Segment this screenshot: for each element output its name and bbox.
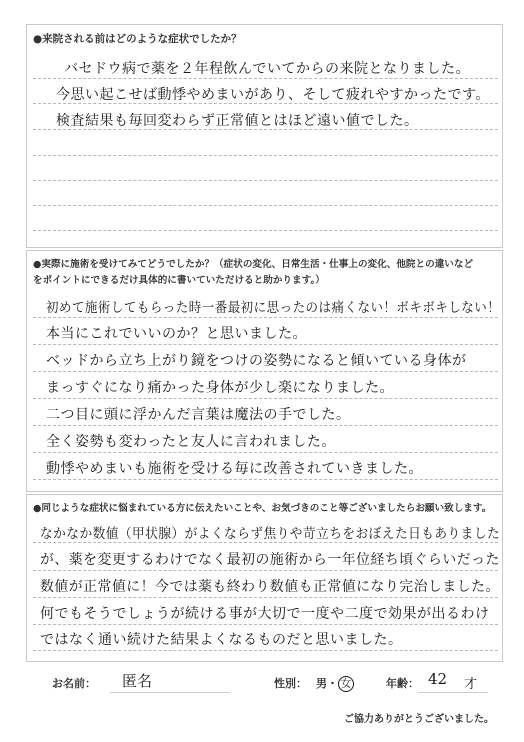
- name-rule: [110, 692, 230, 693]
- name-value: 匿名: [122, 672, 153, 690]
- answer-line: バセドウ病で薬を２年程飲んでいてからの来院となりました。: [64, 61, 470, 77]
- answer-line: 初めて施術してもらった時一番最初に思ったのは痛くない！ボキボキしない！: [46, 300, 501, 316]
- section2-question-line2: をポイントにできるだけ具体的に書いていただけると助かります。）: [33, 275, 325, 286]
- rule: [33, 371, 498, 372]
- name-label: お名前：: [52, 677, 96, 690]
- age-label: 年齢：: [386, 677, 419, 690]
- rule: [33, 155, 498, 156]
- rule: [33, 78, 498, 79]
- rule: [33, 452, 498, 453]
- age-rule: [418, 692, 488, 693]
- answer-line: 二つ目に頭に浮かんだ言葉は魔法の手でした。: [46, 407, 351, 423]
- answer-line: まっすぐになり痛かった身体が少し楽になりました。: [46, 380, 394, 396]
- answer-line: 今思い起こせば動悸やめまいがあり、そして疲れやすかったです。: [56, 87, 490, 103]
- answer-line: なかなか数値（甲状腺）がよくならず焦りや苛立ちをおぼえた日もありました: [40, 526, 501, 542]
- answer-line: 本当にこれでいいのか？と思いました。: [46, 326, 307, 342]
- answer-line: 全く姿勢も変わったと友人に言われました。: [46, 434, 336, 450]
- section3-question: ●同じような症状に悩まれている方に伝えたいことや、お気づきのこと等ございましたらお願い致します。: [33, 503, 492, 514]
- thanks-message: ご協力ありがとうございました。: [344, 714, 494, 725]
- rule: [33, 479, 498, 480]
- gender-female-circled: 女: [338, 676, 354, 692]
- gender-male: 男: [316, 677, 327, 690]
- gender-separator: ・: [327, 677, 338, 690]
- answer-line: 動悸やめまいも施術を受ける毎に改善されていきました。: [46, 461, 423, 477]
- age-value: 42: [428, 670, 448, 688]
- answer-line: ではなく通い続けた結果よくなるものだと思いました。: [40, 632, 403, 648]
- rule: [33, 317, 498, 318]
- gender-options: [316, 675, 354, 692]
- rule: [33, 180, 498, 181]
- rule: [33, 398, 498, 399]
- age-unit: 才: [464, 677, 478, 692]
- rule: [33, 542, 498, 543]
- rule: [33, 624, 498, 625]
- answer-line: ベッドから立ち上がり鏡をつけの姿勢になると傾いている身体が: [46, 353, 467, 369]
- rule: [33, 344, 498, 345]
- rule: [33, 230, 498, 231]
- answer-line: 検査結果も毎回変わらず正常値とはほど遠い値でした。: [56, 113, 419, 129]
- rule: [33, 597, 498, 598]
- rule: [33, 570, 498, 571]
- answer-line: 何でもそうでしょうが続ける事が大切で一度や二度で効果が出るわけ: [40, 606, 490, 622]
- rule: [33, 650, 498, 651]
- rule: [33, 205, 498, 206]
- section1-question: ●来院される前はどのような症状でしたか？: [33, 33, 242, 45]
- answer-line: が、薬を変更するわけでなく最初の施術から一年位経ち頃ぐらいだった: [40, 552, 500, 568]
- answer-line: 数値が正常値に！今では薬も終わり数値も正常値になり完治しました。: [40, 579, 500, 595]
- section2-question-line1: ●実際に施術を受けてみてどうでしたか？（症状の変化、日常生活・仕事上の変化、他院との違いなど: [33, 259, 474, 270]
- gender-label: 性別：: [274, 677, 307, 690]
- rule: [33, 425, 498, 426]
